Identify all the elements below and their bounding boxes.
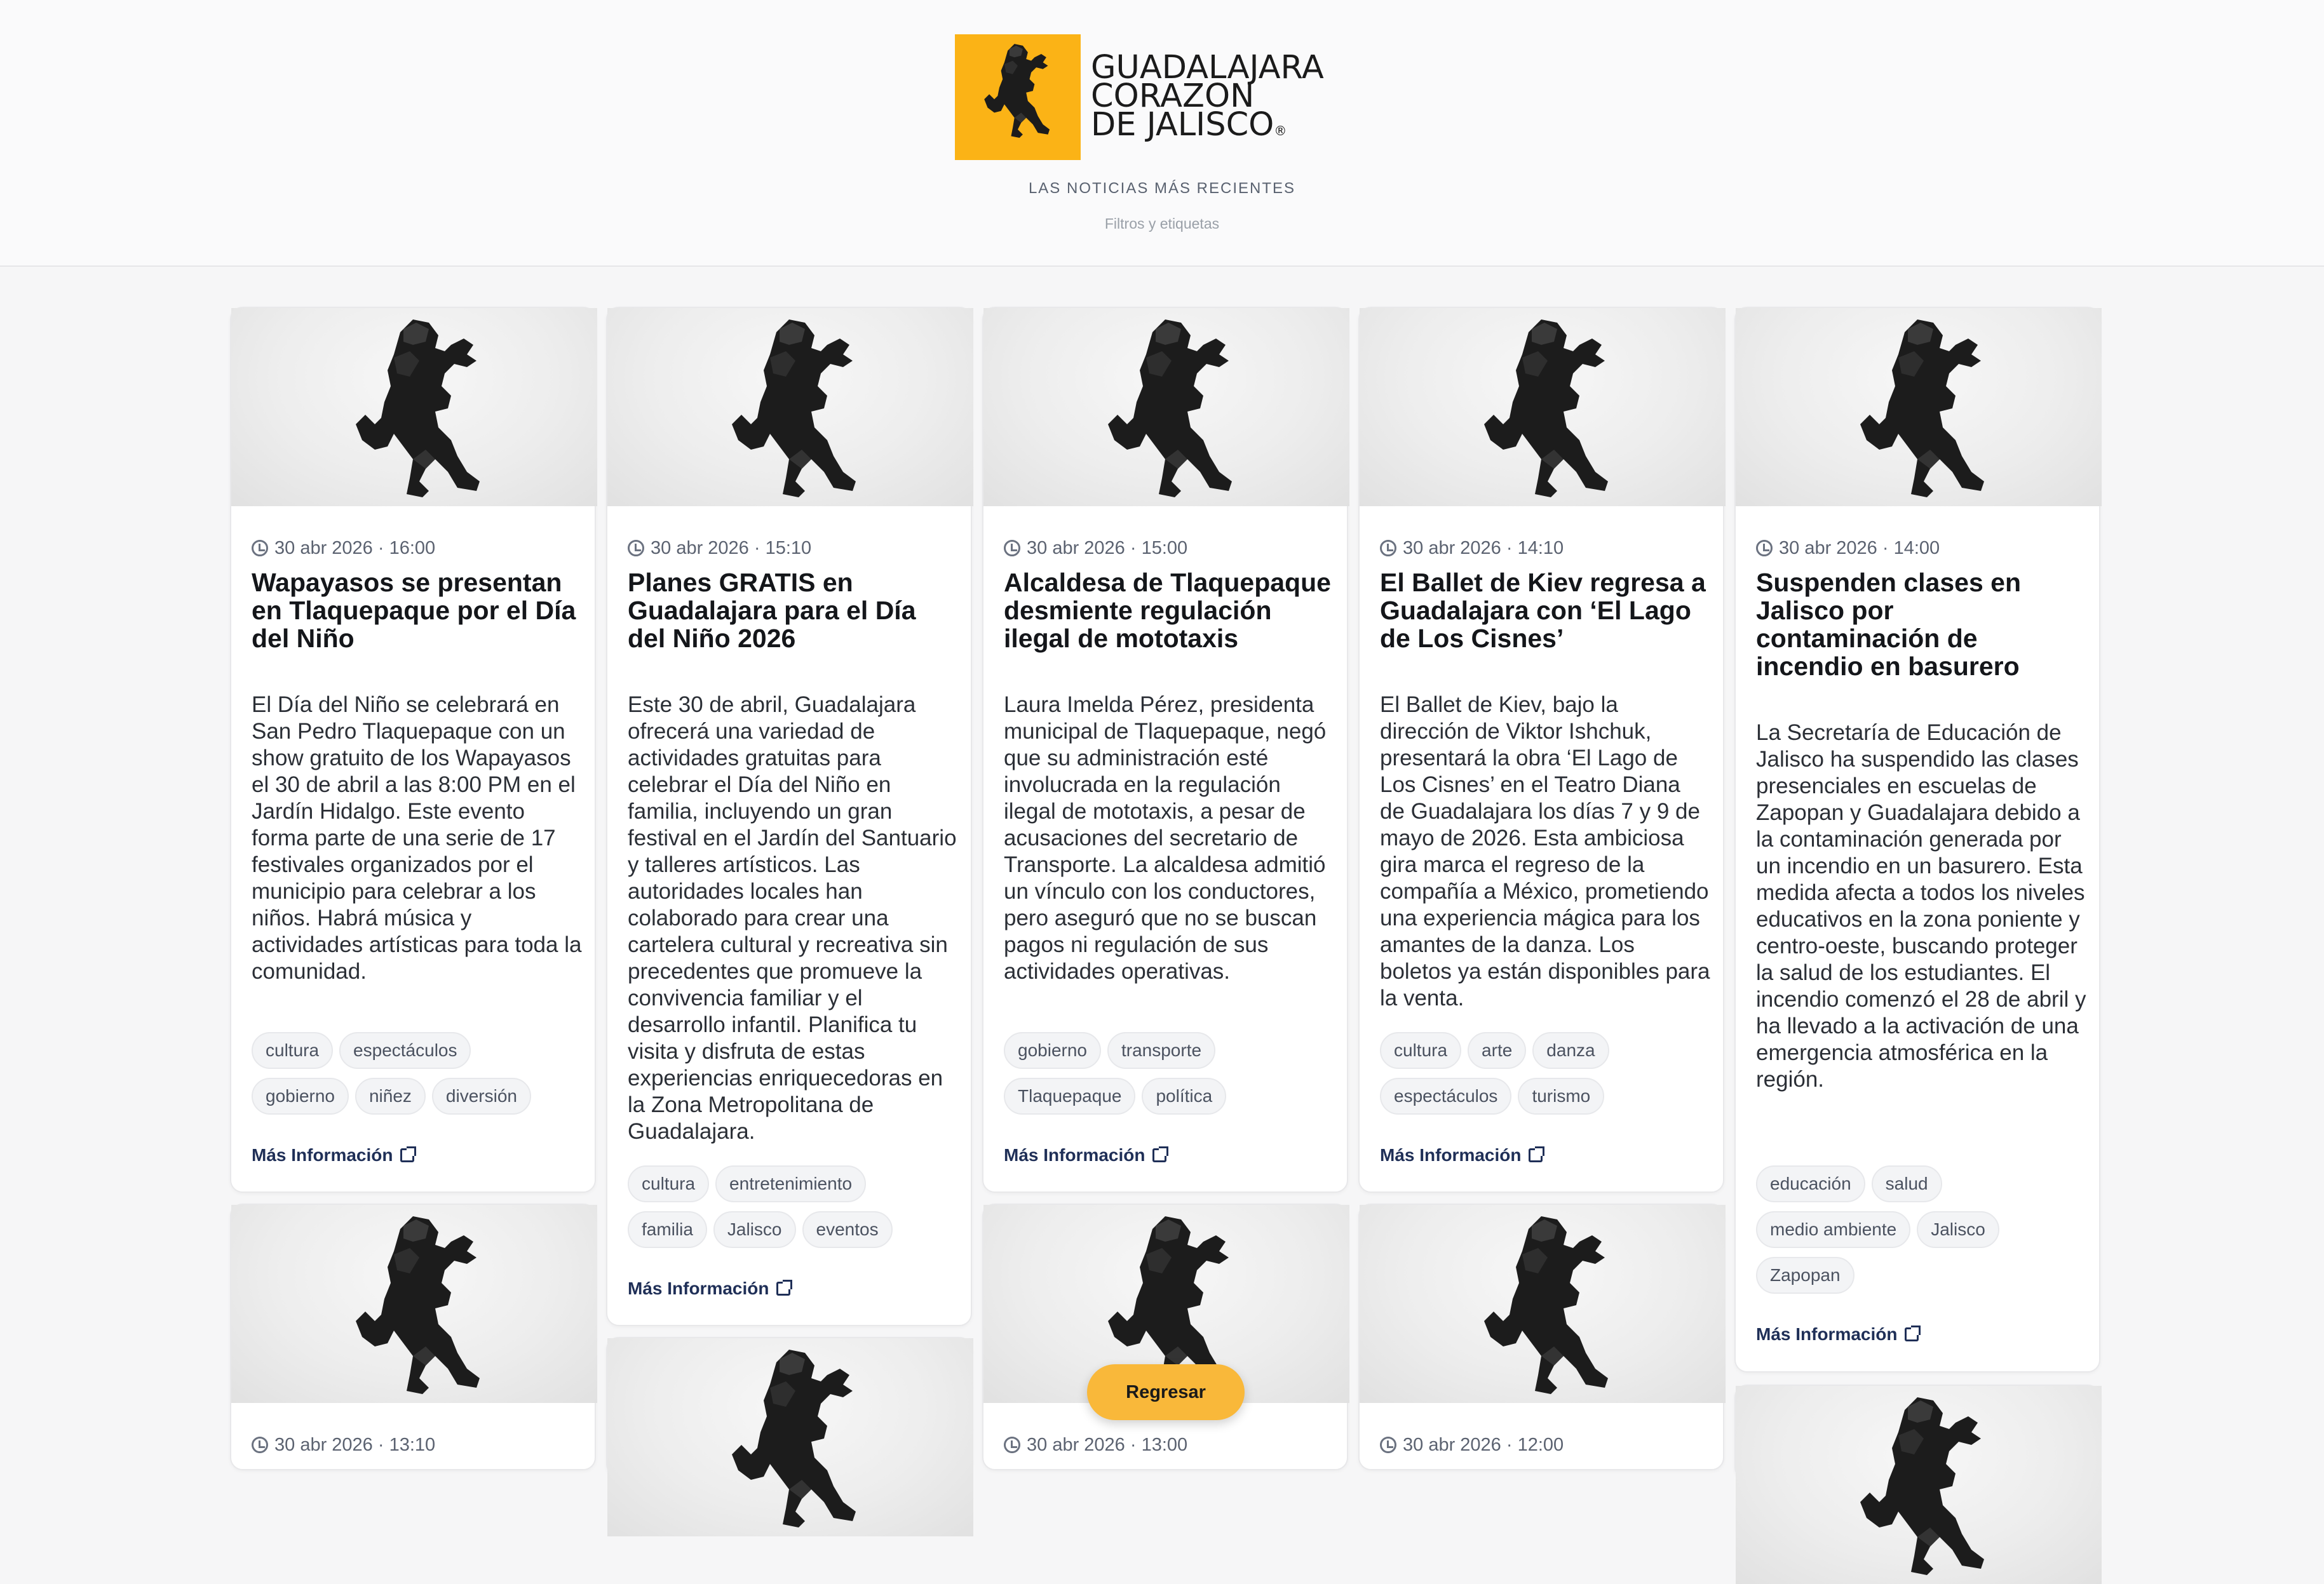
tag[interactable]: entretenimiento	[715, 1165, 866, 1202]
external-link-icon	[1905, 1327, 1919, 1341]
site-header	[0, 0, 2324, 267]
tag[interactable]: gobierno	[252, 1078, 349, 1115]
news-title[interactable]: Wapayasos se presentan en Tlaquepaque por el Día del Niño	[252, 568, 576, 653]
news-image	[1360, 1205, 1726, 1403]
news-card	[1734, 307, 2100, 1373]
news-image	[1736, 308, 2102, 506]
filters-link[interactable]: Filtros y etiquetas	[1104, 215, 1220, 232]
tag[interactable]: espectáculos	[339, 1032, 471, 1069]
news-date: 30 abr 2026 · 13:10	[252, 1435, 435, 1456]
tag[interactable]: turismo	[1518, 1078, 1604, 1115]
news-description: El Ballet de Kiev, bajo la dirección de Viktor Ishchuk, presentará la obra ‘El Lago de Los Cisnes’ en el Teatro Diana de Guadalajara los días 7 y 9 de mayo de 2026. Esta ambiciosa gira marca el regreso de la compañía a México, prometiendo una experiencia mágica para los amantes de la danza. Los boletos ya están disponibles para la venta.	[1380, 692, 1710, 1010]
tag[interactable]: diversión	[432, 1078, 531, 1115]
external-link-icon	[400, 1148, 414, 1162]
clock-icon	[1380, 540, 1396, 556]
news-card	[606, 307, 972, 1326]
more-info-link[interactable]: Más Información	[1380, 1145, 1543, 1165]
tag[interactable]: cultura	[628, 1165, 709, 1202]
news-card	[1358, 307, 1724, 1193]
news-description: El Día del Niño se celebrará en San Pedro Tlaquepaque con un show gratuito de los Wapayasos el 30 de abril a las 8:00 PM en el Jardín Hidalgo. Este evento forma parte de una serie de 17 festivales organizados por el municipio para celebrar a los niños. Habrá música y actividades artísticas para toda la comunidad.	[252, 692, 582, 984]
news-image	[1360, 308, 1726, 506]
tag[interactable]: gobierno	[1004, 1032, 1101, 1069]
tag[interactable]: espectáculos	[1380, 1078, 1511, 1115]
clock-icon	[252, 1437, 268, 1453]
lion-logo-icon	[955, 34, 1081, 160]
news-description: La Secretaría de Educación de Jalisco ha suspendido las clases presenciales en escuelas de Zapopan y Guadalajara debido a la contaminación generada por un incendio en un basurero. Esta medida afecta a todos los niveles educativos en la zona poniente y centro-oeste, buscando proteger la salud de los estudiantes. El incendio comenzó el 28 de abril y ha llevado a la activación de una emergencia atmosférica en la región.	[1756, 720, 2086, 1092]
logo-wordmark: GUADALAJARA CORAZON DE JALISCO®	[1091, 49, 1324, 144]
tag[interactable]: salud	[1872, 1165, 1942, 1202]
clock-icon	[628, 540, 644, 556]
page-subtitle: LAS NOTICIAS MÁS RECIENTES	[1028, 180, 1296, 197]
tag-list	[252, 1032, 582, 1124]
news-description: Este 30 de abril, Guadalajara ofrecerá una variedad de actividades gratuitas para celebrar el Día del Niño en familia, incluyendo un gran festival en el Jardín del Santuario y talleres artísticos. Las autoridades locales han colaborado para crear una cartelera cultural y recreativa sin precedentes que promueve la convivencia familiar y el desarrollo infantil. Planifica tu visita y disfruta de estas experiencias enriquecedoras en la Zona Metropolitana de Guadalajara.	[628, 692, 957, 1144]
news-image	[231, 1205, 597, 1403]
external-link-icon	[776, 1282, 790, 1296]
tag[interactable]: Tlaquepaque	[1004, 1078, 1135, 1115]
news-card	[230, 307, 596, 1193]
news-title[interactable]: Alcaldesa de Tlaquepaque desmiente regulación ilegal de mototaxis	[1004, 568, 1331, 653]
news-image	[607, 308, 973, 506]
news-card	[982, 307, 1348, 1193]
more-info-link[interactable]: Más Información	[628, 1279, 790, 1299]
clock-icon	[1004, 1437, 1020, 1453]
news-title[interactable]: El Ballet de Kiev regresa a Guadalajara con ‘El Lago de Los Cisnes’	[1380, 568, 1706, 653]
tag[interactable]: Zapopan	[1756, 1257, 1854, 1294]
news-card	[1358, 1204, 1724, 1470]
news-date: 30 abr 2026 · 14:10	[1380, 538, 1564, 559]
news-image	[231, 308, 597, 506]
tag[interactable]: niñez	[355, 1078, 426, 1115]
tag-list	[1004, 1032, 1334, 1124]
news-card	[606, 1337, 972, 1477]
tag[interactable]: cultura	[252, 1032, 333, 1069]
tag-list	[1380, 1032, 1710, 1124]
more-info-link[interactable]: Más Información	[252, 1145, 414, 1165]
news-card	[1734, 1385, 2100, 1480]
tag-list	[628, 1165, 958, 1257]
guadalajara-logo[interactable]	[955, 34, 1377, 160]
news-date: 30 abr 2026 · 13:00	[1004, 1435, 1187, 1456]
tag[interactable]: danza	[1532, 1032, 1609, 1069]
news-date: 30 abr 2026 · 15:10	[628, 538, 811, 559]
tag[interactable]: educación	[1756, 1165, 1865, 1202]
clock-icon	[252, 540, 268, 556]
tag[interactable]: arte	[1468, 1032, 1526, 1069]
tag[interactable]: transporte	[1107, 1032, 1215, 1069]
more-info-link[interactable]: Más Información	[1004, 1145, 1166, 1165]
tag[interactable]: cultura	[1380, 1032, 1461, 1069]
more-info-link[interactable]: Más Información	[1756, 1324, 1919, 1345]
news-image	[983, 308, 1349, 506]
tag[interactable]: Jalisco	[713, 1211, 796, 1248]
news-image	[1736, 1386, 2102, 1584]
news-title[interactable]: Suspenden clases en Jalisco por contaminación de incendio en basurero	[1756, 568, 2022, 681]
clock-icon	[1756, 540, 1773, 556]
news-image	[607, 1338, 973, 1536]
back-button[interactable]: Regresar	[1087, 1364, 1245, 1420]
news-date: 30 abr 2026 · 16:00	[252, 538, 435, 559]
tag[interactable]: medio ambiente	[1756, 1211, 1910, 1248]
clock-icon	[1380, 1437, 1396, 1453]
news-card	[982, 1204, 1348, 1470]
news-card	[230, 1204, 596, 1470]
news-date: 30 abr 2026 · 14:00	[1756, 538, 1940, 559]
tag[interactable]: Jalisco	[1917, 1211, 1999, 1248]
news-date: 30 abr 2026 · 15:00	[1004, 538, 1187, 559]
news-description: Laura Imelda Pérez, presidenta municipal de Tlaquepaque, negó que su administración esté involucrada en la regulación ilegal de mototaxis, a pesar de acusaciones del secretario de Transporte. La alcaldesa admitió un vínculo con los conductores, pero aseguró que no se buscan pagos ni regulación de sus actividades operativas.	[1004, 692, 1327, 984]
tag[interactable]: política	[1142, 1078, 1226, 1115]
tag[interactable]: familia	[628, 1211, 707, 1248]
external-link-icon	[1529, 1148, 1543, 1162]
news-date: 30 abr 2026 · 12:00	[1380, 1435, 1564, 1456]
tag[interactable]: eventos	[802, 1211, 893, 1248]
news-title[interactable]: Planes GRATIS en Guadalajara para el Día del Niño 2026	[628, 568, 916, 653]
tag-list	[1756, 1165, 2086, 1303]
external-link-icon	[1152, 1148, 1166, 1162]
clock-icon	[1004, 540, 1020, 556]
